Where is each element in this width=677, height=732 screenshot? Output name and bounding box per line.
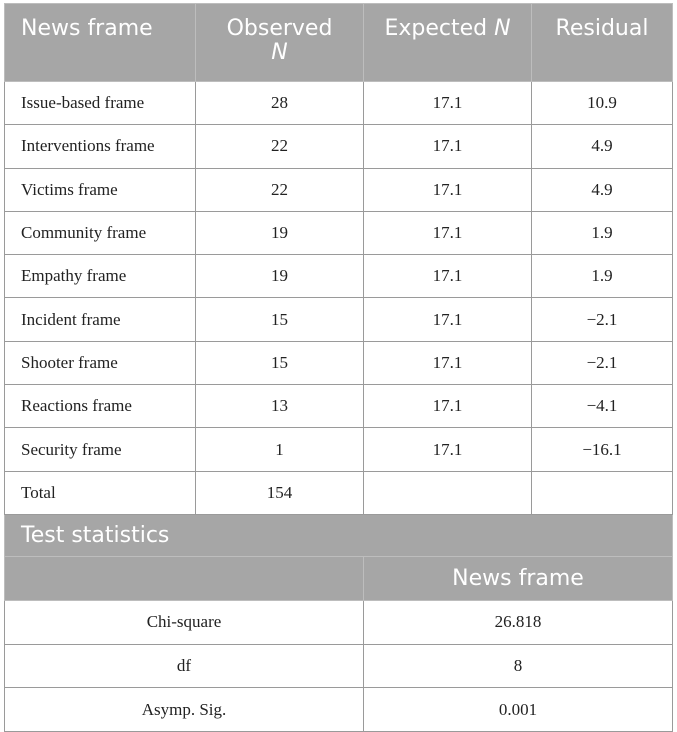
frame-table-container	[4, 3, 672, 732]
cell-residual: −16.1	[532, 428, 673, 471]
cell-frame: Empathy frame	[5, 255, 196, 298]
table-header-row	[5, 4, 673, 82]
cell-expected: 17.1	[364, 385, 532, 428]
cell-observed: 1	[196, 428, 364, 471]
cell-observed: 19	[196, 211, 364, 254]
table-row	[5, 341, 673, 384]
cell-frame: Incident frame	[5, 298, 196, 341]
cell-frame: Security frame	[5, 428, 196, 471]
cell-observed: 19	[196, 255, 364, 298]
header-news-frame: News frame	[5, 4, 196, 82]
stat-label: df	[5, 644, 364, 688]
cell-observed: 15	[196, 341, 364, 384]
cell-observed: 22	[196, 168, 364, 211]
news-frame-table	[4, 3, 673, 732]
cell-frame: Victims frame	[5, 168, 196, 211]
cell-total-label: Total	[5, 471, 196, 514]
cell-total-residual	[532, 471, 673, 514]
cell-observed: 22	[196, 125, 364, 168]
table-row	[5, 428, 673, 471]
cell-expected: 17.1	[364, 298, 532, 341]
stat-value: 26.818	[364, 600, 673, 644]
stat-row	[5, 688, 673, 732]
test-statistics-header-row	[5, 514, 673, 556]
stat-label: Chi-square	[5, 600, 364, 644]
cell-observed: 28	[196, 82, 364, 125]
table-row	[5, 125, 673, 168]
cell-expected: 17.1	[364, 255, 532, 298]
test-statistics-title: Test statistics	[5, 514, 673, 556]
stat-row	[5, 600, 673, 644]
cell-total-observed: 154	[196, 471, 364, 514]
table-row	[5, 82, 673, 125]
cell-residual: 1.9	[532, 211, 673, 254]
stat-row	[5, 644, 673, 688]
header-observed-n: Observed N	[196, 4, 364, 82]
cell-observed: 13	[196, 385, 364, 428]
cell-residual: 4.9	[532, 168, 673, 211]
table-row	[5, 255, 673, 298]
table-row	[5, 211, 673, 254]
header-expected-n: Expected N	[364, 4, 532, 82]
cell-frame: Shooter frame	[5, 341, 196, 384]
stat-label: Asymp. Sig.	[5, 688, 364, 732]
test-statistics-blank-header	[5, 556, 364, 600]
cell-residual: −2.1	[532, 298, 673, 341]
stat-value: 0.001	[364, 688, 673, 732]
stat-value: 8	[364, 644, 673, 688]
cell-expected: 17.1	[364, 428, 532, 471]
cell-frame: Reactions frame	[5, 385, 196, 428]
test-statistics-column-header: News frame	[364, 556, 673, 600]
cell-residual: −4.1	[532, 385, 673, 428]
cell-residual: 1.9	[532, 255, 673, 298]
cell-frame: Interventions frame	[5, 125, 196, 168]
cell-frame: Community frame	[5, 211, 196, 254]
table-row	[5, 168, 673, 211]
test-statistics-column-row	[5, 556, 673, 600]
cell-expected: 17.1	[364, 168, 532, 211]
table-row	[5, 385, 673, 428]
cell-residual: 4.9	[532, 125, 673, 168]
cell-residual: −2.1	[532, 341, 673, 384]
cell-expected: 17.1	[364, 341, 532, 384]
cell-observed: 15	[196, 298, 364, 341]
header-residual: Residual	[532, 4, 673, 82]
cell-expected: 17.1	[364, 125, 532, 168]
table-row	[5, 298, 673, 341]
cell-expected: 17.1	[364, 211, 532, 254]
cell-expected: 17.1	[364, 82, 532, 125]
total-row	[5, 471, 673, 514]
cell-frame: Issue-based frame	[5, 82, 196, 125]
cell-total-expected	[364, 471, 532, 514]
cell-residual: 10.9	[532, 82, 673, 125]
